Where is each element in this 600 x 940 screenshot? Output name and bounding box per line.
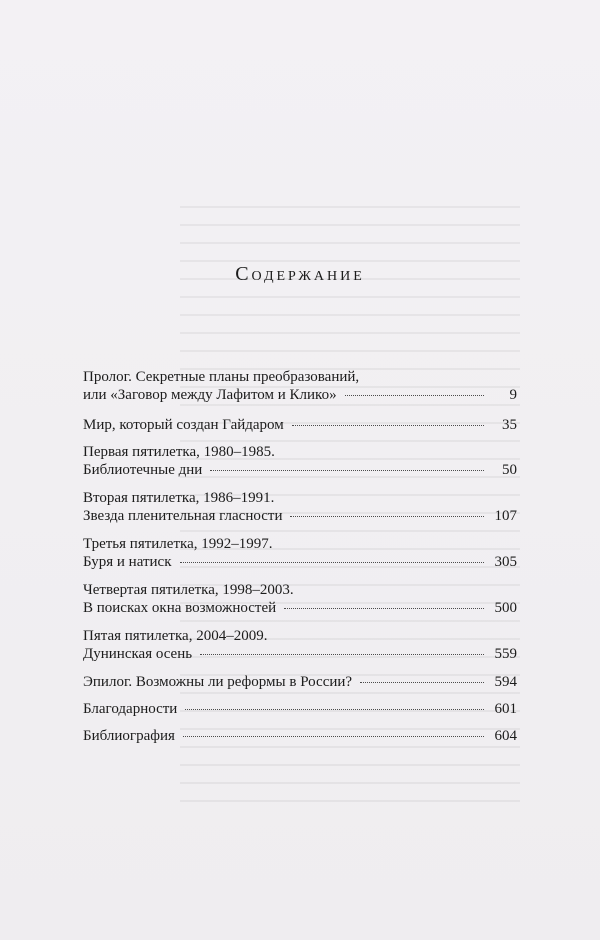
toc-entry: [83, 700, 517, 718]
page-title: Содержание: [235, 263, 365, 285]
toc-entry: [83, 416, 517, 434]
page-number: 107: [494, 508, 517, 524]
toc-entry-title-line: Библиотечные дни: [83, 462, 203, 478]
page-number: 35: [502, 417, 517, 433]
toc-entry-title-line: В поисках окна возможностей: [83, 600, 277, 616]
toc-entry-last-line: [83, 727, 517, 745]
dot-leader: [185, 699, 484, 710]
toc-entry-last-line: [83, 416, 517, 434]
toc-entry-title-line: Третья пятилетка, 1992–1997.: [83, 536, 273, 552]
toc-entry-last-line: [83, 507, 517, 525]
dot-leader: [284, 598, 484, 609]
toc-entry: [83, 627, 517, 663]
toc-entry: [83, 368, 517, 404]
dot-leader: [210, 460, 484, 471]
page-number: 604: [494, 728, 517, 744]
toc-entry: [83, 727, 517, 745]
dot-leader: [180, 552, 485, 563]
page-number: 9: [509, 387, 517, 403]
toc-entry-last-line: [83, 553, 517, 571]
dot-leader: [345, 385, 484, 396]
dot-leader: [183, 726, 484, 737]
toc-entry: [83, 489, 517, 525]
toc-entry: [83, 535, 517, 571]
toc-entry-title-line: Пролог. Секретные планы преобразований,: [83, 369, 360, 385]
toc-entry-last-line: [83, 645, 517, 663]
page-number: 500: [494, 600, 517, 616]
page-number: 601: [494, 701, 517, 717]
toc-entry-title-line: Четвертая пятилетка, 1998–2003.: [83, 582, 294, 598]
toc-entry-title-line: Вторая пятилетка, 1986–1991.: [83, 490, 275, 506]
toc-entry: [83, 581, 517, 617]
toc-entry-last-line: [83, 386, 517, 404]
page-number: 50: [502, 462, 517, 478]
toc-entry-title-line: Звезда пленительная гласности: [83, 508, 283, 524]
dot-leader: [290, 506, 484, 517]
dot-leader: [360, 672, 484, 683]
page-number: 559: [494, 646, 517, 662]
toc-entry-title-line: Пятая пятилетка, 2004–2009.: [83, 628, 268, 644]
page-number: 305: [494, 554, 517, 570]
page-number: 594: [494, 674, 517, 690]
toc-entry-title-line: или «Заговор между Лафитом и Клико»: [83, 387, 337, 403]
toc-entry: [83, 673, 517, 691]
toc-entry: [83, 443, 517, 479]
toc-entry-title-line: Библиография: [83, 728, 175, 744]
toc-entry-title-line: Эпилог. Возможны ли реформы в России?: [83, 674, 353, 690]
dot-leader: [200, 644, 484, 655]
toc-entry-title-line: Мир, который создан Гайдаром: [83, 417, 284, 433]
toc-entry-last-line: [83, 599, 517, 617]
toc-entry-last-line: [83, 700, 517, 718]
toc-entry-last-line: [83, 461, 517, 479]
toc-entry-last-line: [83, 673, 517, 691]
toc-entry-title-line: Первая пятилетка, 1980–1985.: [83, 444, 275, 460]
toc-entry-title-line: Благодарности: [83, 701, 178, 717]
toc-entry-title-line: Дунинская осень: [83, 646, 193, 662]
dot-leader: [292, 415, 484, 426]
toc-entry-title-line: Буря и натиск: [83, 554, 172, 570]
